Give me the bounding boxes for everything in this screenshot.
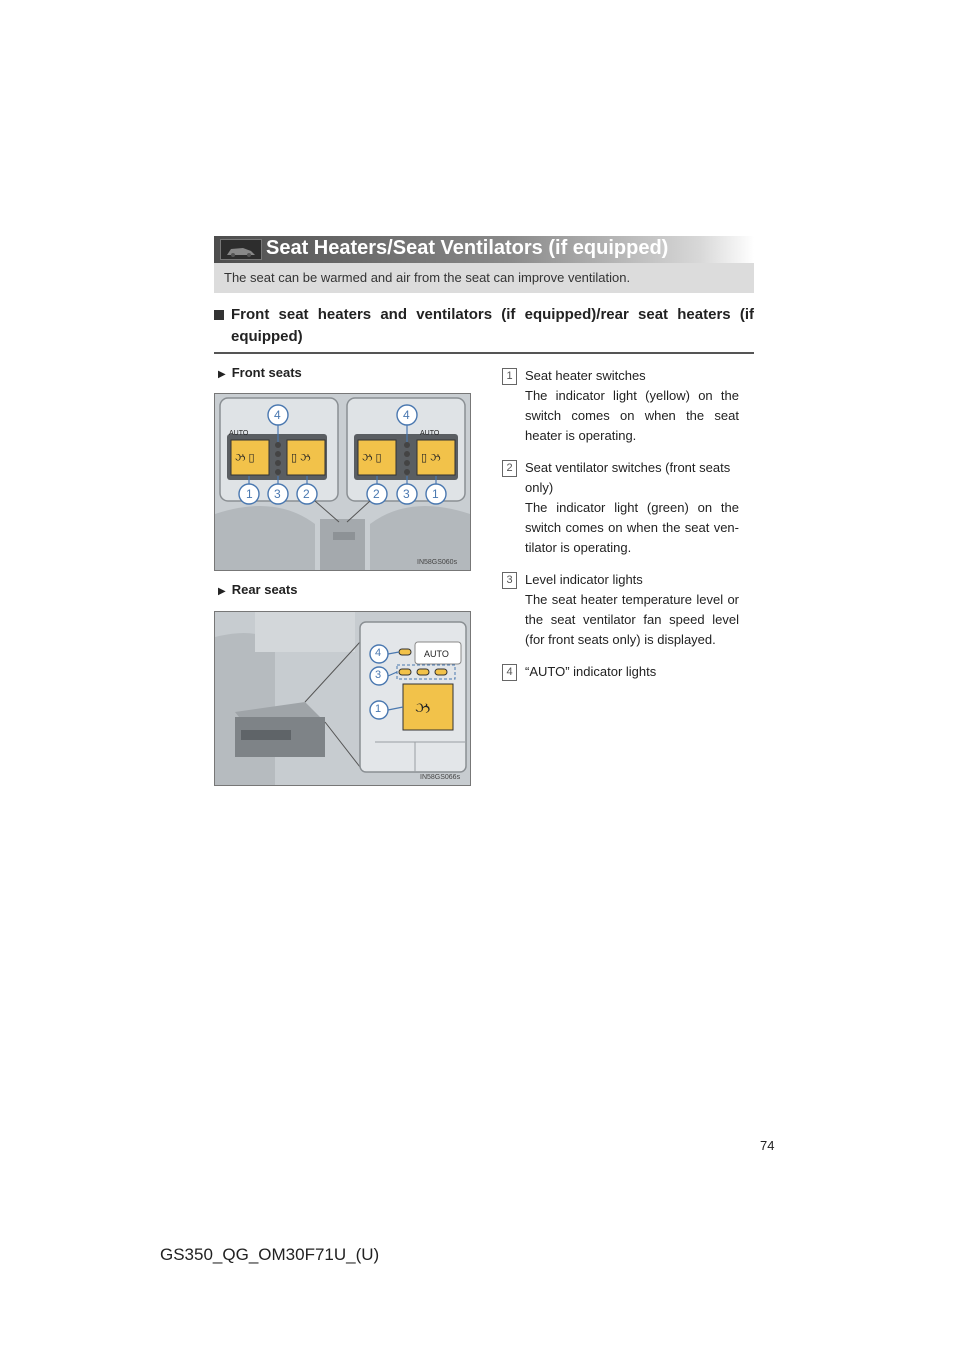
svg-text:ઝ ▯: ઝ ▯ [362,452,382,464]
front-callout-3-left: 3 [274,487,281,501]
item-title: Seat heater switches [525,368,646,383]
chapter-title-bar [214,236,754,263]
triangle-bullet-icon: ▶ [218,586,226,597]
list-item [502,570,739,650]
item-title: Seat ventilator switches (front seats only) [525,460,731,495]
callout-number: 3 [502,572,517,589]
item-title: “AUTO” indicator lights [525,664,657,679]
front-callout-2-left: 2 [303,487,310,501]
list-item [502,366,739,446]
svg-text:▯ ઝ: ▯ ઝ [421,452,441,464]
rear-callout-1: 1 [375,703,382,715]
front-callout-4-right: 4 [403,408,410,422]
item-description: The indicator light (green) on the switch comes on when the seat ven-tilator is operating. [525,500,739,555]
front-callout-1-right: 1 [432,487,439,501]
callout-number: 1 [502,368,517,385]
intro-text: The seat can be warmed and air from the seat can improve ventilation. [224,270,631,285]
callout-number: 2 [502,460,517,477]
rear-callout-3: 3 [375,669,382,681]
front-callout-4-left: 4 [274,408,281,422]
square-bullet-icon [214,310,224,320]
rear-figure-code: IN58GS066s [420,774,461,781]
callout-description-list [502,366,739,694]
front-auto-label-right: AUTO [420,430,440,437]
front-figure-code: IN58GS060s [417,559,458,566]
item-title: Level indicator lights [525,572,643,587]
front-seats-label: ▶ Front seats [218,365,302,380]
callout-number: 4 [502,664,517,681]
front-callout-1-left: 1 [246,487,253,501]
car-seat-icon [220,239,262,260]
section-heading [214,304,754,354]
list-item [502,458,739,558]
document-code: GS350_QG_OM30F71U_(U) [160,1245,380,1264]
rear-seats-figure [214,611,471,786]
front-auto-label-left: AUTO [229,430,249,437]
front-callout-3-right: 3 [403,487,410,501]
triangle-bullet-icon: ▶ [218,369,226,380]
page-number: 74 [760,1138,775,1153]
svg-text:ઝ: ઝ [415,700,431,717]
page-title: Seat Heaters/Seat Ventilators (if equipped) [266,237,669,259]
rear-seats-label: ▶ Rear seats [218,582,298,597]
list-item [502,662,739,682]
front-seats-figure [214,393,471,571]
intro-bar [214,263,754,293]
svg-text:▯ ઝ: ▯ ઝ [291,452,311,464]
item-description: The seat heater temperature level or the seat ventilator fan speed level (for front seats only) is displayed. [525,592,739,647]
item-description: The indicator light (yellow) on the switch comes on when the seat heater is operating. [525,388,739,443]
svg-text:ઝ ▯: ઝ ▯ [235,452,255,464]
section-heading-text: Front seat heaters and ventilators (if equipped)/rear seat heaters (if equipped) [231,306,754,345]
front-callout-2-right: 2 [373,487,380,501]
rear-callout-4: 4 [375,647,382,659]
rear-auto-label: AUTO [424,649,449,659]
